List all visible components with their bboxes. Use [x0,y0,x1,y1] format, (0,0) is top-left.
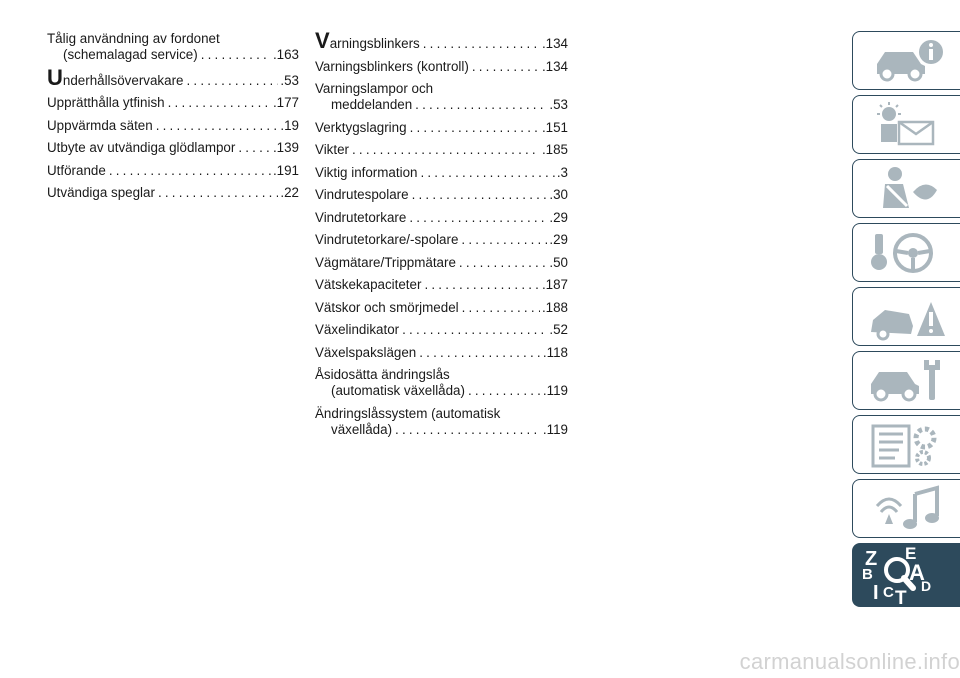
page-number[interactable]: .30 [549,187,568,202]
index-row [315,28,568,53]
index-row [315,255,568,271]
car-info-icon [863,36,953,86]
index-term-text: Utbyte av utvändiga glödlampor [47,140,236,155]
index-row [315,142,568,158]
index-term-line1: Varningslampor och [315,81,434,96]
index-entry [47,31,299,63]
index-term [315,59,469,75]
index-term-text: Vindrutespolare [315,187,409,202]
index-entry [315,59,568,75]
dot-leader [109,163,271,179]
index-letter: E [905,544,917,563]
index-entry [315,165,568,181]
index-row [315,165,568,181]
dot-leader [395,422,541,438]
dot-leader [419,345,541,361]
index-term [331,422,392,438]
page-number[interactable]: .29 [549,209,568,225]
index-term [47,185,155,201]
index-column-right [315,28,568,444]
index-row [315,300,568,316]
index-term-text: Vindrutetorkare [315,209,407,225]
page-number[interactable]: .29 [549,232,568,247]
dot-leader [459,255,547,271]
index-row [315,422,568,438]
index-term [331,383,465,399]
dot-leader [412,187,548,203]
index-term-text: meddelanden [331,97,413,112]
index-entry [315,322,568,338]
index-term-text: nderhållsövervakare [62,72,184,88]
page-number[interactable]: .118 [542,344,568,360]
index-row [315,210,568,226]
alphabetical-index-icon [859,544,949,608]
tab-specifications[interactable] [852,415,960,474]
index-row [315,232,568,248]
index-entry [315,142,568,158]
dot-leader [156,118,279,134]
page-number[interactable]: .163 [272,47,299,62]
index-letter: C [883,584,894,601]
page-number[interactable]: .191 [272,162,299,178]
specifications-gears-icon [863,420,953,470]
dot-leader [186,73,278,89]
dot-leader [462,300,540,316]
index-row [315,187,568,203]
dot-leader [424,277,539,293]
warning-light-message-icon [863,100,953,150]
emergency-breakdown-icon [863,292,953,342]
dot-leader [468,383,541,399]
page-number[interactable]: .119 [542,421,568,437]
page-number[interactable]: .177 [272,95,299,110]
dot-leader [352,142,540,158]
index-row [315,277,568,293]
chapter-tab-strip [852,31,960,612]
index-entry [315,120,568,136]
index-entry [315,187,568,203]
page-number[interactable]: .188 [541,299,568,315]
index-entry [315,232,568,248]
index-term [315,322,399,338]
index-row [47,140,299,156]
index-term-text: Vätskekapaciteter [315,277,422,292]
index-term-text: Växelindikator [315,322,400,337]
index-term-text: Utvändiga speglar [47,185,155,200]
index-term-text: Vägmätare/Trippmätare [315,254,456,270]
multimedia-note-icon [863,484,953,534]
index-term [47,118,153,134]
index-row [315,345,568,361]
index-entry [315,406,568,438]
page-number[interactable]: .50 [549,254,568,270]
index-term-text: Uppvärmda säten [47,117,153,133]
index-term-text: (automatisk växellåda) [331,383,465,398]
index-entry [315,210,568,226]
dot-leader [410,120,540,136]
index-letter: Z [865,548,878,570]
index-term [315,300,459,316]
index-entry [315,367,568,399]
page-number[interactable]: .53 [280,72,299,88]
watermark: carmanualsonline.info [739,649,960,674]
dot-leader [420,165,554,181]
index-term [315,120,407,136]
dot-leader [201,47,271,63]
index-row [315,383,568,399]
index-entry [315,345,568,361]
page-number[interactable]: .185 [541,142,568,157]
index-term-text: Upprätthålla ytfinish [47,95,165,110]
page-number[interactable]: .22 [280,185,299,200]
index-column-left [47,31,299,208]
index-term [315,165,417,181]
page-number[interactable]: .52 [549,322,568,337]
tab-emergency[interactable] [852,287,960,346]
dot-leader [158,185,278,201]
index-term [315,277,421,293]
index-term [315,142,349,158]
index-term-text: Vikter [315,142,349,157]
index-letter: B [862,566,873,583]
tab-servicing[interactable] [852,351,960,410]
index-term-text: Utförande [47,162,106,178]
index-term [315,255,456,271]
index-row [47,163,299,179]
dot-leader [472,59,540,75]
index-term [47,140,235,156]
index-row [47,185,299,201]
index-term-line1: Ändringslåssystem (automatisk [315,405,501,421]
index-entry [315,300,568,316]
section-letter: V [315,28,330,53]
index-term-text: Vätskor och smörjmedel [315,299,459,315]
index-row [47,118,299,134]
index-term [47,163,106,179]
page-number[interactable]: .3 [556,164,568,180]
index-letter: I [873,582,879,604]
dot-leader [461,232,547,248]
index-letter: T [895,588,907,609]
tab-car-info[interactable] [852,31,960,90]
dot-leader [423,36,540,52]
index-term-line1: Åsidosätta ändringslås [315,367,450,382]
index-row [315,59,568,75]
index-entry [315,255,568,271]
page-number[interactable]: .119 [542,383,568,398]
index-term-text: arningsblinkers [329,36,420,51]
page-number[interactable]: .134 [541,36,568,51]
index-row [315,97,568,113]
dot-leader [238,140,271,156]
index-entry [47,163,299,179]
index-row [47,95,299,111]
index-term-text: Växelspakslägen [315,344,417,360]
index-entry [315,81,568,113]
index-term-line1: Tålig användning av fordonet [47,31,220,46]
index-term [47,64,184,90]
page-number[interactable]: .151 [541,119,568,135]
index-term-text: Vindrutetorkare/-spolare [315,232,459,247]
index-entry [47,95,299,111]
index-entry [47,118,299,134]
index-term-text: Viktig information [315,164,418,180]
car-service-wrench-icon [863,356,953,406]
dot-leader [402,322,547,338]
index-term-text: växellåda) [331,421,393,437]
tab-starting-driving[interactable] [852,223,960,282]
page-number[interactable]: .187 [541,277,568,292]
tab-warning-lights[interactable] [852,95,960,154]
page-number[interactable]: .139 [272,140,299,155]
airbag-seatbelt-icon [863,164,953,214]
index-term [47,95,165,111]
dot-leader [409,210,547,226]
index-term [315,28,420,53]
page-number[interactable]: .134 [541,58,568,74]
tab-safety[interactable] [852,159,960,218]
index-entry [315,28,568,53]
index-term [331,97,412,113]
index-term [315,232,458,248]
dot-leader [415,97,547,113]
index-entry [315,277,568,293]
index-row [315,322,568,338]
index-entry [47,185,299,201]
index-entry [47,140,299,156]
key-steering-wheel-icon [863,228,953,278]
index-letter: D [921,578,932,594]
index-entry [47,64,299,90]
tab-multimedia[interactable] [852,479,960,538]
index-term-text: (schemalagad service) [63,47,198,62]
index-term [315,187,409,203]
index-row [47,47,299,63]
page-number[interactable]: .53 [549,97,568,112]
index-term-text: Verktygslagring [315,119,407,135]
index-term-text: Varningsblinkers (kontroll) [315,58,469,74]
index-term [315,345,416,361]
index-row [47,64,299,90]
index-term [315,210,406,226]
section-letter: U [47,64,63,90]
dot-leader [168,95,271,111]
index-letter: A [909,560,925,585]
index-row [315,120,568,136]
tab-alphabetical-index[interactable] [852,543,960,607]
index-term [63,47,198,63]
page-number[interactable]: .19 [280,117,299,133]
